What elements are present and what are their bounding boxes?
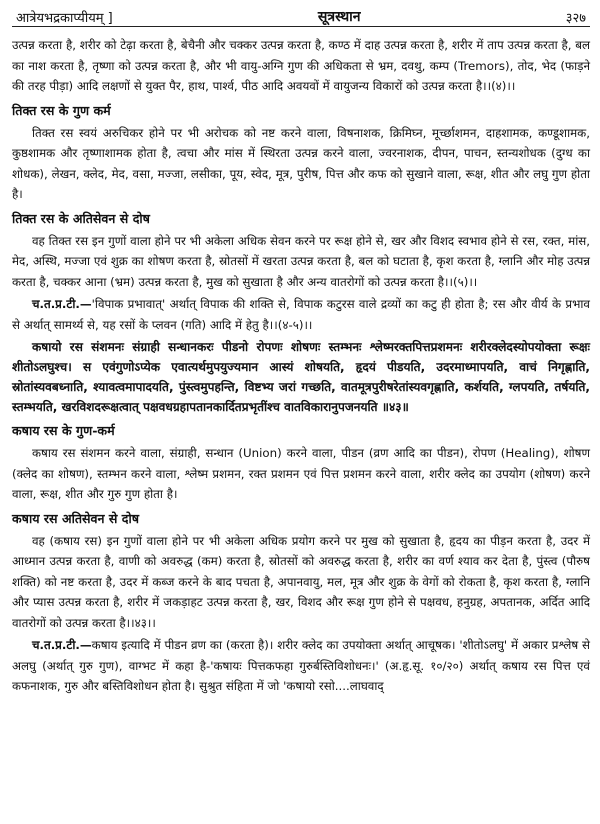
header-section-title: सूत्रस्थान (317, 9, 361, 25)
commentary-text: 'विपाक प्रभावात्' अर्थात् विपाक की शक्ति से, विपाक कटुरस वाले द्रव्यों का कटु ही होता है; रस और वीर्य के प्रभाव से अर्थात् सामर्थ्य से, यह रसों के प्लवन (गति) आदि में हेतु है।।(४-५)।। (12, 297, 590, 332)
heading-kashaya-guna-karma: कषाय रस के गुण-कर्म (12, 423, 115, 438)
paragraph-tikta-dosha: वह तिक्त रस इन गुणों वाला होने पर भी अकेला अधिक सेवन करने पर रूक्ष होने से, खर और विशद स्वभाव होने से रस, रक्त, मांस, मेद, अस्थि, मज्जा एवं शुक्र का शोषण करता है, स्रोतसों में खरता उत्पन्न करता है, बल को घटाता है, कृश करता है, ग्लानि और मोह उत्पन्न करता है, चक्कर आना (भ्रम) उत्पन्न करता है, मुख को सुखाता है और अन्य वातरोगों को उत्पन्न करता है।।(५)।। (12, 233, 590, 289)
heading-tikta-guna-karma: तिक्त रस के गुण कर्म (12, 102, 111, 118)
header-chapter-title: आत्रेयभद्रकाप्यीयम् ] (16, 11, 113, 26)
page-body (12, 27, 590, 697)
paragraph-kashaya-guna: कषाय रस संशमन करने वाला, संग्राही, सन्धान (Union) करने वाला, पीडन (व्रण आदि का पीडन), रोपण (Healing), शोषण (क्लेद का शोषण), स्तम्भन करने वाला, श्लेष्म प्रशमन, रक्त प्रशमन एवं पित्त प्रशमन करने वाला, शरीर क्लेद का उपयोग (शोषण) करने वाला, रूक्ष, शीत और गुरु गुण होता है। (12, 446, 590, 501)
heading-kashaya-atisevan-dosha: कषाय रस अतिसेवन से दोष (12, 510, 140, 526)
commentary-label: च.त.प्र.टी.— (32, 638, 92, 652)
heading-tikta-atisevan-dosha: तिक्त रस के अतिसेवन से दोष (12, 210, 150, 226)
sanskrit-verse-43: कषायो रस संशमनः संग्राही सन्धानकरः पीडनो रोपणः शोषणः स्तम्भनः श्लेष्मरक्तपित्तप्रशमनः शरीरक्लेदस्योपयोक्ता रूक्षः शीतोऽलघुश्च। स एवंगुणोऽप्येक एवात्यर्थमुपयुज्यमान आस्यं शोषयति, हृदयं पीडयति, उदरमाध्मापयति, वाचं निगृह्णाति, स्रोतांस्यवबध्नाति, श्यावत्वमापादयति, पुंस्त्वमुपहन्ति, विष्टभ्य जरां गच्छति, वातमूत्रपुरीषरेतांस्यवगृह्णाति, कर्शयति, ग्लपयति, तर्षयति, स्तम्भयति, खरविशदरूक्षत्वात् पक्षवधग्रहापतानकार्दितप्रभृतींश्च वातविकारानुपजनयति ॥४३॥ (12, 340, 590, 414)
paragraph-kashaya-dosha: वह (कषाय रस) इन गुणों वाला होने पर भी अकेला अधिक प्रयोग करने पर मुख को सुखाता है, हृदय का पीड़न करता है, उदर में आध्मान उत्पन्न करता है, वाणी को अवरुद्ध (कम) करता है, स्रोतसों को अवरुद्ध करता है, शरीर का वर्ण श्याव कर देता है, पुंस्त्व (पौरुष शक्ति) को नष्ट करता है, उदर में कब्ज करने के बाद पचता है, अपानवायु, मल, मूत्र और शुक्र के वेगों को रोकता है, कृश करता है, ग्लानि और प्यास उत्पन्न करता है, शरीर में जकड़ाहट उत्पन्न करता है, खर, विशद और रूक्ष गुण होने से पक्षवध, हनुग्रह, अपतानक, अर्दित आदि वातरोगों को उत्पन्न करता है।।४३।। (12, 533, 590, 630)
commentary-block-2 (12, 635, 590, 697)
paragraph-tikta-guna: तिक्त रस स्वयं अरुचिकर होने पर भी अरोचक को नष्ट करने वाला, विषनाशक, क्रिमिघ्न, मूर्च्छाशमन, दाहशामक, कण्डूशामक, कुष्ठशामक और तृष्णाशामक होता है, त्वचा और मांस में स्थिरता उत्पन्न करने वाला, ज्वरनाशक, दीपन, पाचन, स्तन्यशोधक (दुग्ध का शोधक), लेखन, क्लेद, मेद, वसा, मज्जा, लसीका, पूय, स्वेद, मूत्र, पुरीष, पित्त और कफ को सुखाने वाला, रूक्ष, शीत और लघु गुण होता है। (12, 125, 590, 201)
paragraph-continuation: उत्पन्न करता है, शरीर को टेढ़ा करता है, बेचैनी और चक्कर उत्पन्न करता है, कण्ठ में दाह उत्पन्न करता है, शरीर में ताप उत्पन्न करता है, बल का नाश करता है, तृष्णा को उत्पन्न करता है, और भी वायु-अग्नि गुण की अधिकता से भ्रम, दवथु, कम्प (Tremors), तोद, भेद (फाड़ने की तरह पीड़ा) आदि लक्षणों से युक्त पैर, हाथ, पार्श्व, पीठ आदि अवयवों में वायुजन्य विकारों को उत्पन्न करता है।।(४)।। (12, 38, 590, 93)
commentary-label: च.त.प्र.टी.— (32, 297, 92, 311)
commentary-block-1 (12, 294, 590, 335)
commentary-text: कषाय इत्यादि में पीडन व्रण का (करता है)। शरीर क्लेद का उपयोक्ता अर्थात् आचूषक। 'शीतोऽलघु' में अकार प्रश्लेष से अलघु (अर्थात् गुरु गुण), वाग्भट में कहा है-'कषायः पित्तकफहा गुरुर्बस्तिविशोधनः।' (अ.हृ.सू. १०/२०) अर्थात् कषाय रस पित्त एवं कफनाशक, गुरु और बस्तिविशोधन होता है। सुश्रुत संहिता में जो 'कषायो रसो....लाघवाद् (12, 638, 590, 693)
running-header (12, 0, 590, 27)
page-number: ३२७ (565, 11, 586, 26)
